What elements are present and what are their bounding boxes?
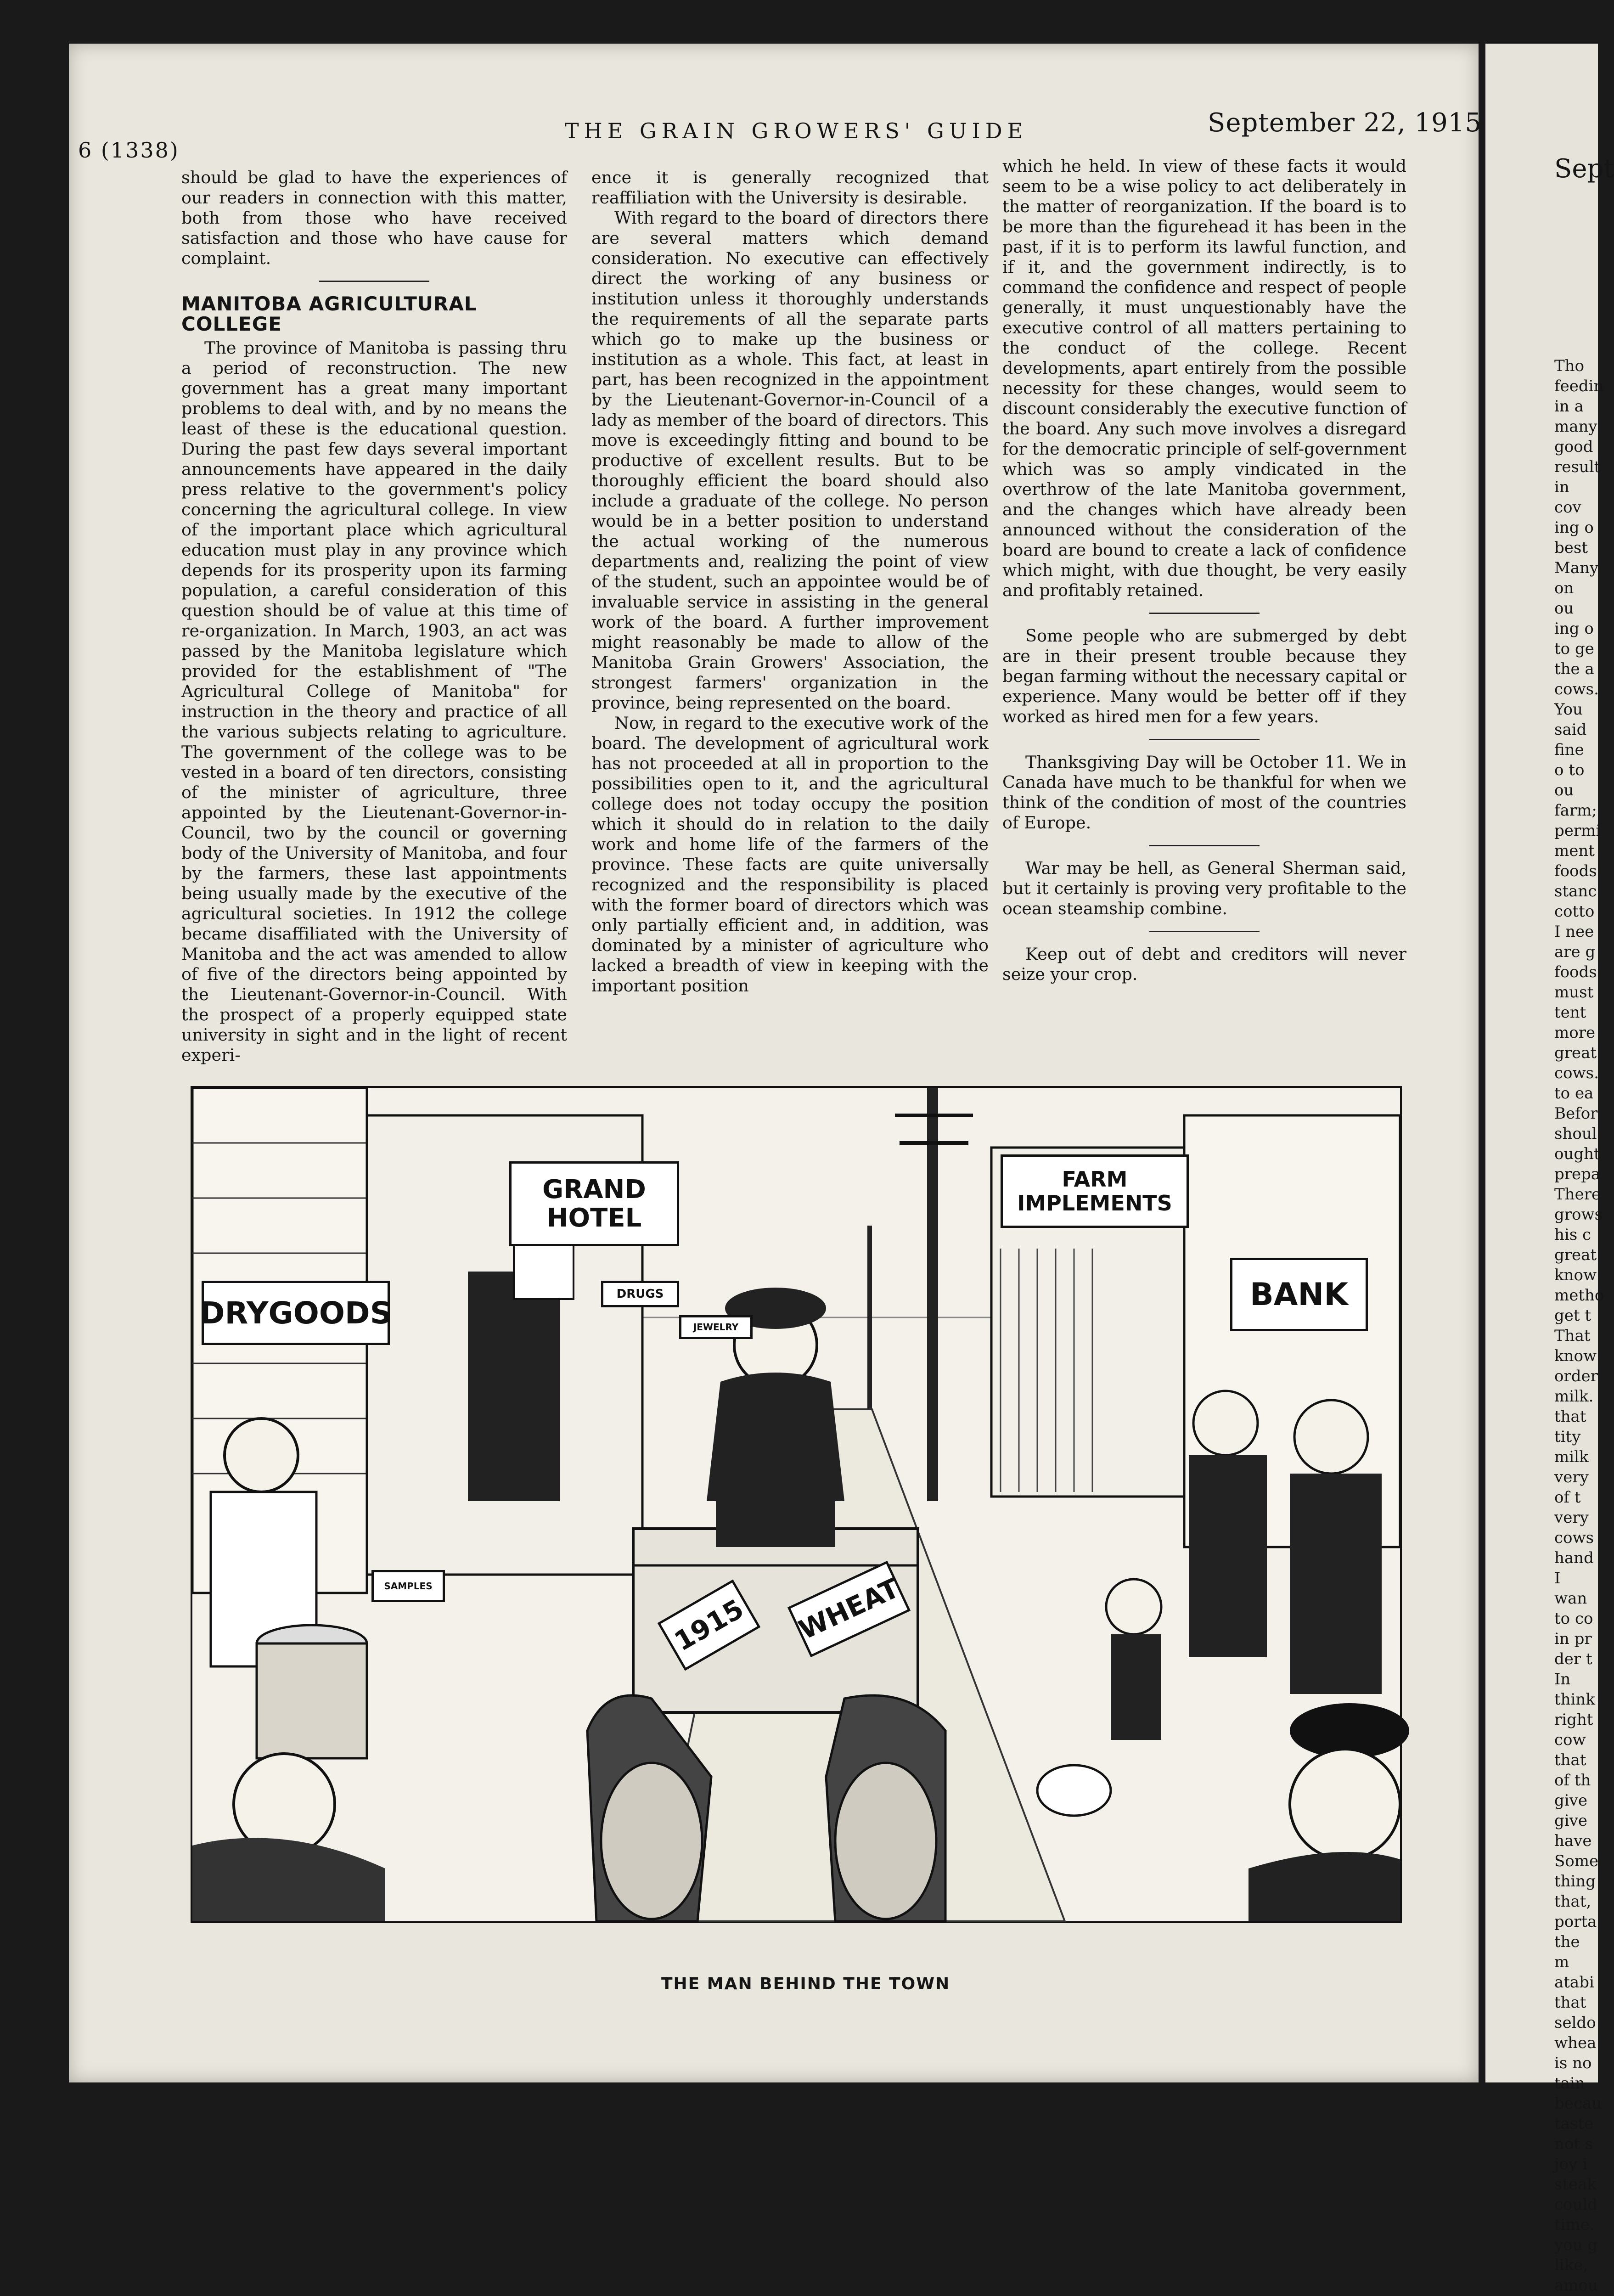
cartoon-caption: THE MAN BEHIND THE TOWN xyxy=(661,1975,950,1993)
col1-intro: should be glad to have the experiences of our readers in connection with this matter, both from those who have received satisfaction and those who have cause for complaint. xyxy=(181,168,567,268)
col2-p2: With regard to the board of directors there are several matters which demand consideration. No executive can effectively direct the working of any business or institution unless it thoroughly understands the requirements of all the separate parts which go to make up the business or institution as a whole. This fact, at least in part, has been recognized in the appointment by the Lieutenant-Governor-in-Council of a lady as member of the board of directors. This move is exceedingly fitting and bound to be productive of excellent results. But to be thoroughly efficient the board should also include a graduate of the college. No person would be in a better position to understand the actual working of the numerous departments and, realizing the point of view of the student, such an appointee would be of invaluable service in assisting in the general work of the board. A further improvement might reasonably be made to allow of the Manitoba Grain Growers' Association, the strongest farmers' organization in the province, being represented on the board. xyxy=(591,208,989,713)
editorial-cartoon xyxy=(191,1086,1402,1923)
publication-title: THE GRAIN GROWERS' GUIDE xyxy=(565,118,1028,143)
adjacent-page-date: Sept xyxy=(1554,154,1614,184)
adjacent-page-edge xyxy=(1485,44,1614,2295)
column-1 xyxy=(181,168,567,1065)
samples-case-label: SAMPLES xyxy=(371,1570,445,1602)
farm-implements-sign: FARM IMPLEMENTS xyxy=(1001,1154,1189,1228)
col3-p3: Thanksgiving Day will be October 11. We in Canada have much to be thankful for when we think of the condition of most of the countries of Europe. xyxy=(1002,752,1406,833)
article-headline: MANITOBA AGRICULTURAL COLLEGE xyxy=(181,293,477,335)
divider xyxy=(1149,739,1260,740)
bank-sign: BANK xyxy=(1230,1258,1368,1331)
divider xyxy=(1149,845,1260,846)
adjacent-page-text: Tho feedin in a many good result in cov ing o best Many on ou ing o to ge the a cows. You said fine o to ou farm; permi ment foods stanc cotto I nee are g foods must tent more great cows. to ea Befor shoul ought prepa There grows his c great know metho get t That know order milk. that tity milk very of t very cows hand I wan to co in pr der t In think right cow that of th give give have Some thing that, porta the m atabi that seldo whea is no tain becau taste not s joy i steak could time. you g like, amou xyxy=(1554,357,1604,2295)
column-2 xyxy=(591,168,989,996)
issue-date: September 22, 1915 xyxy=(1208,108,1482,138)
divider xyxy=(1149,613,1260,614)
col2-p1: ence it is generally recognized that reaffiliation with the University is desirable. xyxy=(591,168,989,208)
drygoods-sign: DRYGOODS xyxy=(202,1281,390,1345)
grand-hotel-sign: GRAND HOTEL xyxy=(509,1161,679,1246)
col3-p5: Keep out of debt and creditors will never seize your crop. xyxy=(1002,944,1406,984)
col3-p4: War may be hell, as General Sherman said, but it certainly is proving very profitable to the ocean steamship combine. xyxy=(1002,858,1406,918)
jewelry-sign: JEWELRY xyxy=(679,1315,753,1339)
col1-body: The province of Manitoba is passing thru a period of reconstruction. The new government has a great many important problems to deal with, and by no means the least of these is the educational question. During the past few days several important announcements have appeared in the daily press relative to the government's policy concerning the agricultural college. In view of the important place which agricultural education must play in any province which depends for its prosperity upon its farming population, a careful consideration of this question should be of value at this time of re-organization. In March, 1903, an act was passed by the Manitoba legislature which provided for the establishment of "The Agricultural College of Manitoba" for instruction in the theory and practice of all the various subjects relating to agriculture. The government of the college was to be vested in a board of ten directors, consisting of the minister of agriculture, three appointed by the Lieutenant-Governor-in-Council, two by the council or governing body of the University of Manitoba, and four by the farmers, these last appointments being usually made by the executive of the agricultural societies. In 1912 the college became disaffiliated with the University of Manitoba and the act was amended to allow of five of the directors being appointed by the Lieutenant-Governor-in-Council. With the prospect of a properly equipped state university in sight and in the light of recent experi- xyxy=(181,338,567,1065)
wagon-1915-label: 1915 xyxy=(658,1580,761,1671)
col3-p1: which he held. In view of these facts it would seem to be a wise policy to act deliberately in the matter of reorganization. If the board is to be more than the figurehead it has been in the past, if it is to perform its lawful function, and if it, and the government indirectly, is to command the confidence and respect of people generally, it must unquestionably have the executive control of all matters pertaining to the conduct of the college. Recent developments, apart entirely from the possible necessity for these changes, would seem to discount considerably the executive function of the board. Any such move involves a disregard for the democratic principle of self-government which was so amply vindicated in the overthrow of the late Manitoba government, and the changes which have already been announced without the consideration of the board are bound to create a lack of confidence which might, with due thought, be very easily and profitably retained. xyxy=(1002,156,1406,600)
column-3 xyxy=(1002,156,1406,985)
page-number: 6 (1338) xyxy=(78,138,180,163)
cartoon-drawing xyxy=(192,1088,1400,1921)
divider xyxy=(1149,931,1260,932)
drugs-sign: DRUGS xyxy=(601,1281,679,1307)
divider xyxy=(319,281,429,282)
wagon-wheat-label: WHEAT xyxy=(787,1561,911,1657)
col3-p2: Some people who are submerged by debt are in their present trouble because they began farming without the necessary capital or experience. Many would be better off if they worked as hired men for a few years. xyxy=(1002,626,1406,726)
col2-p3: Now, in regard to the executive work of the board. The development of agricultural work has not proceeded at all in proportion to the possibilities open to it, and the agricultural college does not today occupy the position which it should do in relation to the daily work and home life of the farmers of the province. These facts are quite universally recognized and the responsibility is placed with the former board of directors which was only partially efficient and, in addition, was dominated by a minister of agriculture who lacked a breadth of view in keeping with the important position xyxy=(591,713,989,996)
